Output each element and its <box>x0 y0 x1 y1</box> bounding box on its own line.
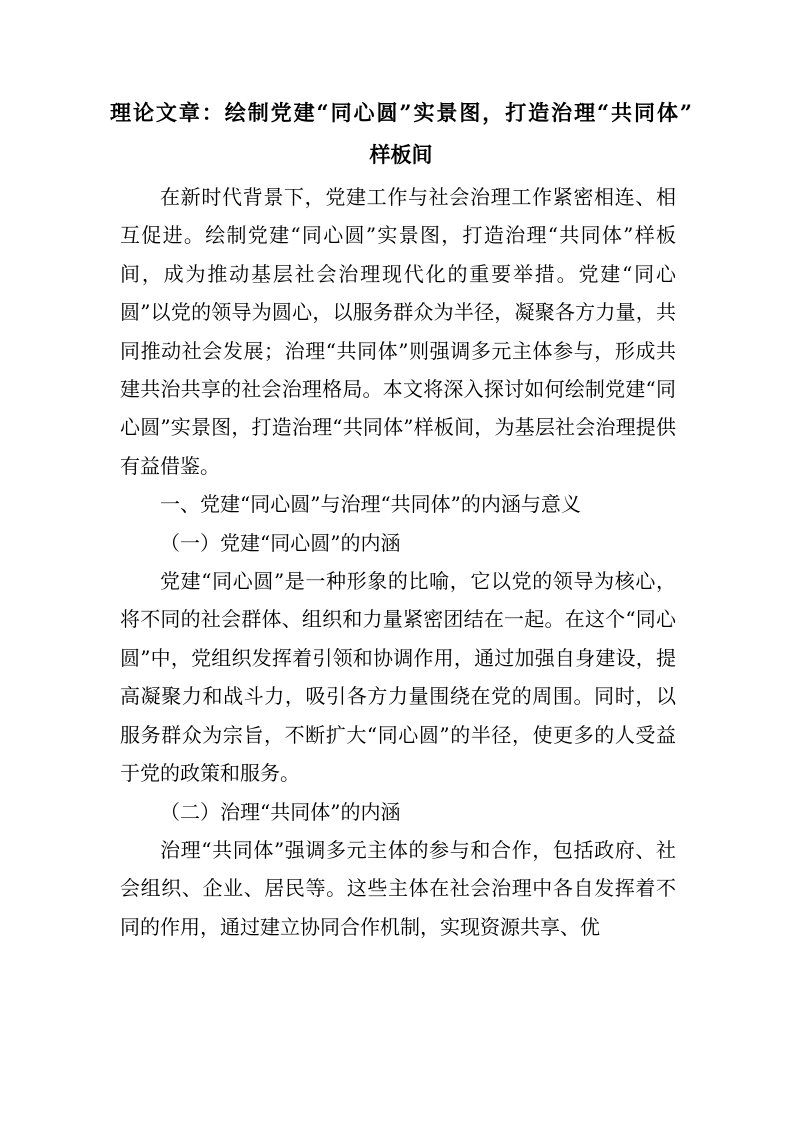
document-title <box>110 92 692 176</box>
subsection-2-paragraph: 治理“共同体”强调多元主体的参与和合作，包括政府、社会组织、企业、居民等。这些主体在社会治理中各自发挥着不同的作用，通过建立协同合作机制，实现资源共享、优 <box>120 837 676 939</box>
section-1-heading: 一、党建“同心圆”与治理“共同体”的内涵与意义 <box>160 492 581 517</box>
subsection-2-heading: （二）治理“共同体”的内涵 <box>160 799 401 824</box>
title-line-2: 样板间 <box>369 142 433 167</box>
subsection-1-paragraph: 党建“同心圆”是一种形象的比喻，它以党的领导为核心，将不同的社会群体、组织和力量紧密团结在一起。在这个“同心圆”中，党组织发挥着引领和协调作用，通过加强自身建设，提高凝聚力和战斗力，吸引各方力量围绕在党的周围。同时，以服务群众为宗旨，不断扩大“同心圆”的半径，使更多的人受益于党的政策和服务。 <box>120 569 676 786</box>
title-line-1: 理论文章：绘制党建“同心圆”实景图，打造治理“共同体” <box>110 100 692 125</box>
document-body <box>120 178 676 946</box>
subsection-1-heading: （一）党建“同心圆”的内涵 <box>160 530 401 555</box>
intro-paragraph: 在新时代背景下，党建工作与社会治理工作紧密相连、相互促进。绘制党建“同心圆”实景图，打造治理“共同体”样板间，成为推动基层社会治理现代化的重要举措。党建“同心圆”以党的领导为圆心，以服务群众为半径，凝聚各方力量，共同推动社会发展；治理“共同体”则强调多元主体参与，形成共建共治共享的社会治理格局。本文将深入探讨如何绘制党建“同心圆”实景图，打造治理“共同体”样板间，为基层社会治理提供有益借鉴。 <box>120 185 676 478</box>
